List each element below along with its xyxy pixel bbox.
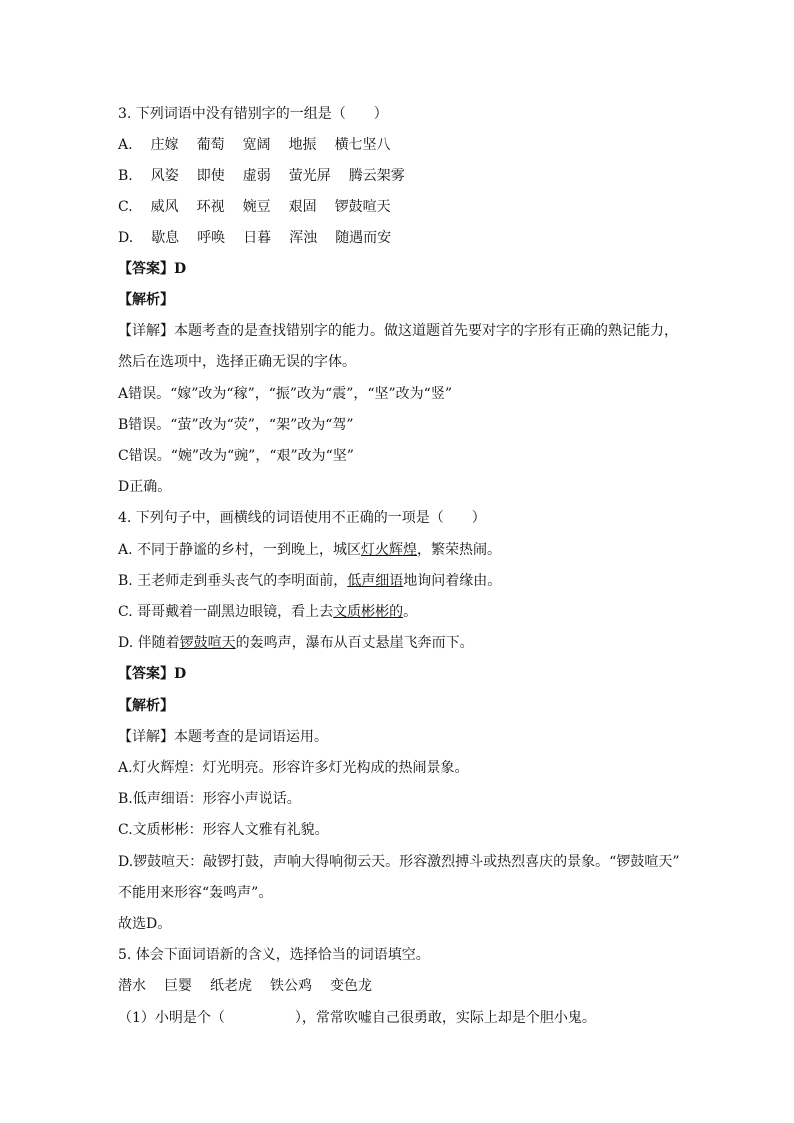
q4-note-d-cont: 不能用来形容“轰鸣声”。 (118, 885, 273, 901)
option-word: 浑浊 (289, 230, 318, 246)
option-label: C. (118, 199, 133, 215)
option-word: 歇息 (151, 230, 180, 246)
option-word: 萤光屏 (288, 168, 331, 184)
q3-answer: 【答案】D (118, 261, 187, 277)
option-word: 锣鼓喧天 (334, 199, 391, 215)
option-word: 宽阔 (242, 137, 271, 153)
q4-option-c (118, 602, 417, 622)
q4-answer: 【答案】D (118, 666, 187, 682)
option-word: 地振 (288, 137, 317, 153)
q3-detail-line-1: 【详解】本题考查的是查找错别字的能力。做这道题首先要对字的字形有正确的熟记能力， (118, 323, 678, 339)
q3-option-a (118, 135, 409, 155)
option-text: B. 王老师走到垂头丧气的李明面前， (118, 573, 348, 589)
word-bank-item: 潜水 (118, 978, 146, 994)
option-word: 环视 (196, 199, 225, 215)
option-word: 即使 (196, 168, 225, 184)
option-word: 随遇而安 (335, 230, 392, 246)
underlined-phrase: 灯火辉煌 (361, 542, 418, 558)
q3-stem: 3. 下列词语中没有错别字的一组是（ ） (118, 106, 388, 122)
option-word: 横七坚八 (334, 137, 391, 153)
underlined-phrase: 锣鼓喧天 (179, 635, 236, 651)
option-word: 日暮 (243, 230, 272, 246)
option-text: C. 哥哥戴着一副黑边眼镜，看上去 (118, 604, 334, 620)
q4-option-a (118, 540, 501, 560)
q4-stem: 4. 下列句子中，画横线的词语使用不正确的一项是（ ） (118, 510, 486, 526)
q3-option-b (118, 166, 423, 186)
option-word: 庄嫁 (150, 137, 179, 153)
q4-conclusion: 故选D。 (118, 916, 172, 932)
q3-option-c (118, 197, 409, 217)
option-text: 的轰鸣声，瀑布从百丈悬崖飞奔而下。 (235, 635, 474, 651)
q4-note-b: B.低声细语：形容小声说话。 (118, 791, 301, 807)
q3-note-d: D正确。 (118, 479, 172, 495)
option-text: D. 伴随着 (118, 635, 180, 651)
option-word: 艰固 (288, 199, 317, 215)
underlined-phrase: 低声细语 (347, 573, 404, 589)
word-bank-item: 铁公鸡 (270, 978, 312, 994)
option-word: 风姿 (150, 168, 179, 184)
q5-item-1: （1）小明是个（ ），常常吹嘘自己很勇敢，实际上却是个胆小鬼。 (118, 1010, 596, 1026)
option-text: A. 不同于静谧的乡村，一到晚上，城区 (118, 542, 362, 558)
option-label: A. (118, 137, 133, 153)
word-bank-item: 纸老虎 (210, 978, 252, 994)
option-text: ，繁荣热闹。 (417, 542, 502, 558)
q4-option-d (118, 633, 474, 653)
q4-option-b (118, 571, 501, 591)
word-bank-item: 变色龙 (330, 978, 372, 994)
q5-word-bank (118, 976, 390, 996)
q4-detail: 【详解】本题考查的是词语运用。 (118, 729, 328, 745)
option-label: D. (118, 230, 134, 246)
q3-note-c: C错误。“婉”改为“豌”，“艰”改为“坚” (118, 448, 354, 464)
q4-analysis-title: 【解析】 (118, 698, 174, 714)
q4-note-c: C.文质彬彬：形容人文雅有礼貌。 (118, 822, 329, 838)
option-word: 威风 (150, 199, 179, 215)
q5-stem: 5. 体会下面词语新的含义，选择恰当的词语填空。 (118, 947, 430, 963)
q3-note-a: A错误。“嫁”改为“稼”，“振”改为“震”，“坚”改为“竖” (118, 386, 452, 402)
option-text: 地询问着缘由。 (403, 573, 502, 589)
q3-detail-line-2: 然后在选项中，选择正确无误的字体。 (118, 354, 356, 370)
option-word: 葡萄 (196, 137, 225, 153)
underlined-phrase: 文质彬彬的 (333, 604, 404, 620)
option-word: 虚弱 (242, 168, 271, 184)
word-bank-item: 巨婴 (164, 978, 192, 994)
option-word: 呼唤 (197, 230, 226, 246)
q4-note-d: D.锣鼓喧天：敲锣打鼓，声响大得响彻云天。形容激烈搏斗或热烈喜庆的景象。“锣鼓喧天” (118, 854, 680, 870)
option-word: 腾云架雾 (348, 168, 405, 184)
option-word: 婉豆 (242, 199, 271, 215)
q3-note-b: B错误。“萤”改为“荧”，“架”改为“驾” (118, 417, 354, 433)
option-label: B. (118, 168, 133, 184)
q3-option-d (118, 228, 409, 248)
option-text: 。 (403, 604, 418, 620)
q3-analysis-title: 【解析】 (118, 292, 174, 308)
q4-note-a: A.灯火辉煌：灯光明亮。形容许多灯光构成的热闹景象。 (118, 760, 469, 776)
